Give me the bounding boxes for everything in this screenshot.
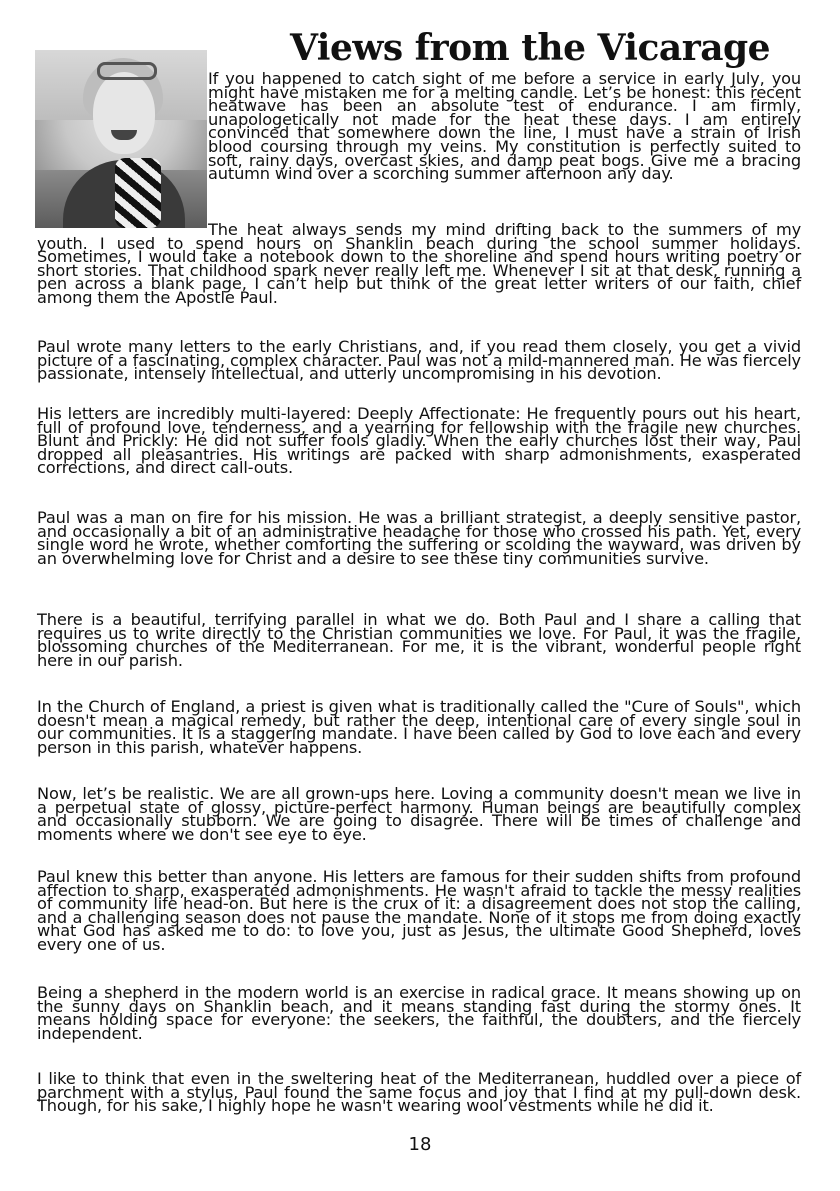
paragraph-8: Now, let’s be realistic. We are all grown-ups here. Loving a community doesn't mean we live in a perpetual state of glossy, picture-perfect harmony. Human beings are beautifully complex and occasionally stubborn. We are going to disagree. There will be times of challenge and moments where we don't see eye to eye. xyxy=(37,784,801,844)
paragraph-1: If you happened to catch sight of me before a service in early July, you might have mistaken me for a melting candle. Let’s be honest: this recent heatwave has been an absolute test of endurance. I am firmly, unapologetically not made for the heat these days. I am entirely convinced that somewhere down the line, I must have a strain of Irish blood coursing through my veins. My constitution is perfectly suited to soft, rainy days, overcast skies, and damp peat bogs. Give me a bracing autumn wind over a scorching summer afternoon any day. xyxy=(208,69,801,184)
photo-sunglasses xyxy=(97,62,157,80)
page-title: Views from the Vicarage xyxy=(290,27,771,69)
photo-face xyxy=(93,72,155,154)
vicar-portrait-photo xyxy=(35,50,207,228)
paragraph-4: His letters are incredibly multi-layered: Deeply Affectionate: He frequently pours out his heart, full of profound love, tenderness, and a yearning for fellowship with the fragile new churches. Blunt and Prickly: He did not suffer fools gladly. When the early churches lost their way, Paul dropped all pleasantries. His writings are packed with sharp admonishments, exasperated corrections, and direct call-outs. xyxy=(37,404,801,478)
paragraph-2: The heat always sends my mind drifting back to the summers of my youth. I used to spend hours on Shanklin beach during the school summer holidays. Sometimes, I would take a notebook down to the shoreline and spend hours writing poetry or short stories. That childhood spark never really left me. Whenever I sit at that desk, running a pen across a blank page, I can’t help but think of the great letter writers of our faith, chief among them the Apostle Paul. xyxy=(37,220,801,307)
paragraph-7: In the Church of England, a priest is given what is traditionally called the "Cure of Souls", which doesn't mean a magical remedy, but rather the deep, intentional care of every single soul in our communities. It is a staggering mandate. I have been called by God to love each and every person in this parish, whatever happens. xyxy=(37,697,801,757)
photo-scarf xyxy=(115,158,161,228)
paragraph-9: Paul knew this better than anyone. His letters are famous for their sudden shifts from profound affection to sharp, exasperated admonishments. He wasn't afraid to tackle the messy realities of community life head-on. But here is the crux of it: a disagreement does not stop the calling, and a challenging season does not pause the mandate. None of it stops me from doing exactly what God has asked me to do: to love you, just as Jesus, the ultimate Good Shepherd, loves every one of us. xyxy=(37,867,801,954)
paragraph-10: Being a shepherd in the modern world is an exercise in radical grace. It means showing up on the sunny days on Shanklin beach, and it means standing fast during the stormy ones. It means holding space for everyone: the seekers, the faithful, the doubters, and the fiercely independent. xyxy=(37,983,801,1043)
paragraph-11: I like to think that even in the sweltering heat of the Mediterranean, huddled over a piece of parchment with a stylus, Paul found the same focus and joy that I find at my pull-down desk. Though, for his sake, I highly hope he wasn't wearing wool vestments while he did it. xyxy=(37,1069,801,1116)
paragraph-3: Paul wrote many letters to the early Christians, and, if you read them closely, you get a vivid picture of a fascinating, complex character. Paul was not a mild-mannered man. He was fiercely passionate, intensely intellectual, and utterly uncompromising in his devotion. xyxy=(37,337,801,384)
paragraph-6: There is a beautiful, terrifying parallel in what we do. Both Paul and I share a calling that requires us to write directly to the Christian communities we love. For Paul, it was the fragile, blossoming churches of the Mediterranean. For me, it is the vibrant, wonderful people right here in our parish. xyxy=(37,610,801,670)
paragraph-5: Paul was a man on fire for his mission. He was a brilliant strategist, a deeply sensitive pastor, and occasionally a bit of an administrative headache for those who crossed his path. Yet, every single word he wrote, whether comforting the suffering or scolding the wayward, was driven by an overwhelming love for Christ and a desire to see these tiny communities survive. xyxy=(37,508,801,568)
page-number: 18 xyxy=(408,1134,432,1155)
